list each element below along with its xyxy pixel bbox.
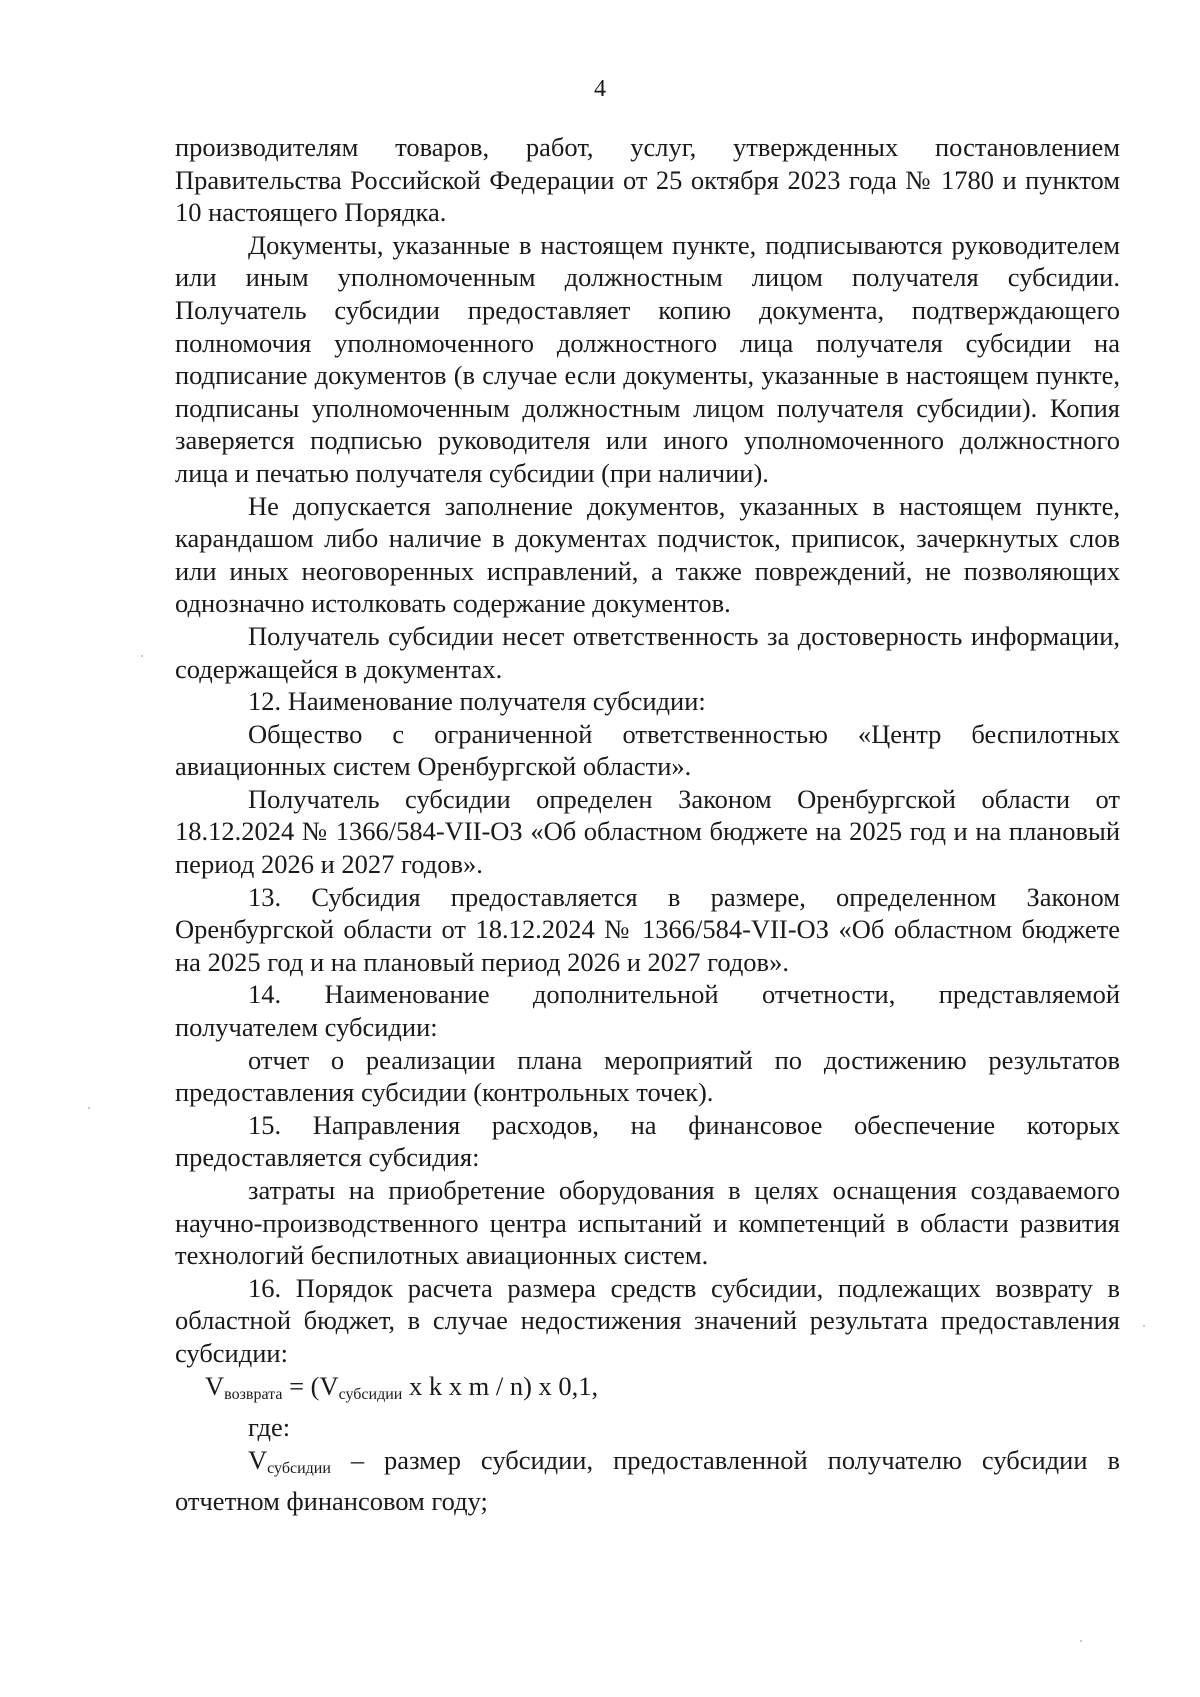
clause-16-heading: 16. Порядок расчета размера средств субсидии, подлежащих возврату в областной бюджет, в случае недостижения значений результата предоставления субсидии: [175, 1272, 1120, 1368]
clause-13: 13. Субсидия предоставляется в размере, определенном Законом Оренбургской области от 18.12.2024 № 1366/584-VII-ОЗ «Об областном бюджете на 2025 год и на плановый период 2026 и 2027 годов». [175, 881, 1120, 977]
formula-equals: = (V [282, 1370, 339, 1401]
scan-speck [1080, 1640, 1082, 1642]
definition-sub: субсидии [267, 1459, 331, 1477]
formula-sub-subsidy: субсидии [338, 1385, 403, 1403]
clause-14-heading: 14. Наименование дополнительной отчетности, представляемой получателем субсидии: [175, 979, 1120, 1043]
definition-text: – размер субсидии, предоставленной получателю субсидии в отчетном финансовом году; [175, 1444, 1120, 1517]
formula-rest: x k x m / n) x 0,1, [402, 1370, 599, 1401]
clause-14-report: отчет о реализации плана мероприятий по достижению результатов предоставления субсидии (контрольных точек). [175, 1044, 1120, 1108]
return-formula [175, 1370, 1120, 1412]
scan-speck [1143, 1325, 1145, 1327]
recipient-law-reference: Получатель субсидии определен Законом Оренбургской области от 18.12.2024 № 1366/584-VII-ОЗ «Об областном бюджете на 2025 год и на плановый период 2026 и 2027 годов». [175, 783, 1120, 880]
page-number: 4 [594, 76, 606, 102]
paragraph-responsibility: Получатель субсидии несет ответственность за достоверность информации, содержащейся в документах. [175, 620, 1120, 684]
clause-15-heading: 15. Направления расходов, на финансовое обеспечение которых предоставляется субсидия: [175, 1109, 1120, 1173]
scan-speck [141, 655, 143, 657]
paragraph-continuation: производителям товаров, работ, услуг, утвержденных постановлением Правительства Российской Федерации от 25 октября 2023 года № 1780 и пунктом 10 настоящего Порядка. [175, 132, 1120, 228]
paragraph-no-corrections: Не допускается заполнение документов, указанных в настоящем пункте, карандашом либо наличие в документах подчисток, приписок, зачеркнутых слов или иных неоговоренных исправлений, а также повреждений, не позволяющих однозначно истолковать содержание документов. [175, 490, 1120, 619]
formula-v: V [205, 1370, 225, 1401]
formula-sub-return: возврата [224, 1385, 283, 1403]
clause-15-expenses: затраты на приобретение оборудования в целях оснащения создаваемого научно-производственного центра испытаний и компетенций в области развития технологий беспилотных авиационных систем. [175, 1175, 1120, 1271]
paragraph-documents-signing: Документы, указанные в настоящем пункте, подписываются руководителем или иным уполномоченным должностным лицом получателя субсидии. Получатель субсидии предоставляет копию документа, подтверждающего полномочия уполномоченного должностного лица получателя субсидии на подписание документов (в случае если документы, указанные в настоящем пункте, подписаны уполномоченным должностным лицом получателя субсидии). Копия заверяется подписью руководителя или иного уполномоченного должностного лица и печатью получателя субсидии (при наличии). [175, 229, 1120, 488]
recipient-name: Общество с ограниченной ответственностью «Центр беспилотных авиационных систем Оренбургской области». [175, 718, 1120, 782]
clause-12-heading: 12. Наименование получателя субсидии: [248, 686, 706, 717]
document-body [175, 131, 1120, 1518]
where-label: где: [248, 1412, 291, 1443]
definition-v-subsidy [175, 1444, 1120, 1518]
definition-v: V [248, 1444, 268, 1475]
scan-speck [88, 1107, 90, 1109]
